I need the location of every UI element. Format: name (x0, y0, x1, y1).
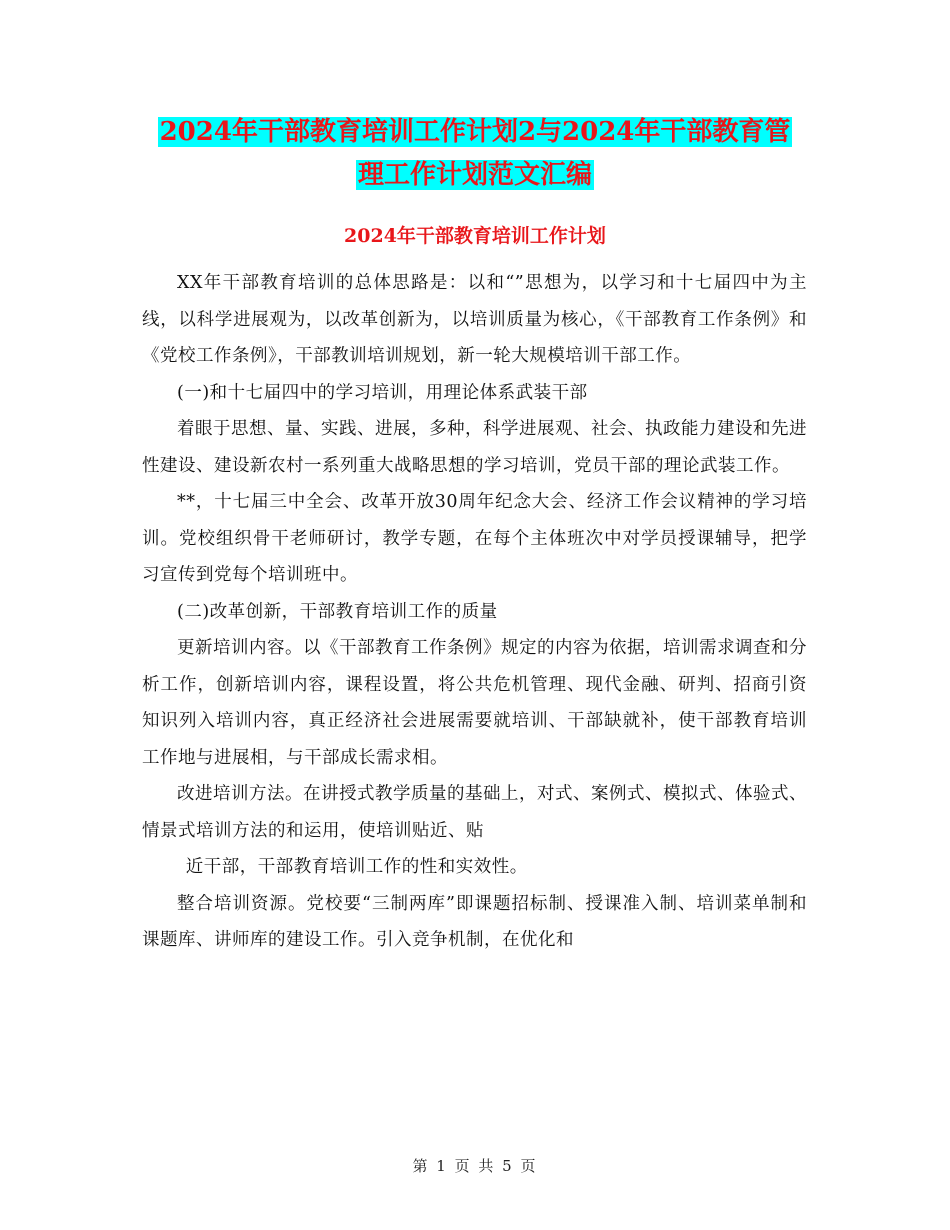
section-title: 2024年干部教育培训工作计划 (344, 225, 606, 247)
paragraph: 更新培训内容。以《干部教育工作条例》规定的内容为依据，培训需求调查和分析工作，创新培训内容，课程设置，将公共危机管理、现代金融、研判、招商引资知识列入培训内容，真正经济社会进展需要就培训、干部缺就补，使干部教育培训工作地与进展相，与干部成长需求相。 (142, 638, 807, 768)
paragraph: (二)改革创新，干部教育培训工作的质量 (177, 601, 498, 622)
page-footer: 第 1 页 共 5 页 (412, 1157, 538, 1175)
document-body (142, 265, 807, 959)
paragraph: 近干部，干部教育培训工作的性和实效性。 (185, 857, 528, 877)
paragraph: 改进培训方法。在讲授式教学质量的基础上，对式、案例式、模拟式、体验式、情景式培训方法的和运用，使培训贴近、贴 (142, 784, 807, 841)
paragraph: 着眼于思想、量、实践、进展，多种，科学进展观、社会、执政能力建设和先进性建设、建设新农村一系列重大战略思想的学习培训，党员干部的理论武装工作。 (142, 419, 807, 476)
document-title-line-2 (0, 155, 950, 195)
title-highlight-1: 2024年干部教育培训工作计划2与2024年干部教育管 (159, 117, 791, 147)
paragraph: (一)和十七届四中的学习培训，用理论体系武装干部 (177, 382, 588, 403)
paragraph: 整合培训资源。党校要“三制两库”即课题招标制、授课准入制、培训菜单制和课题库、讲师库的建设工作。引入竞争机制，在优化和 (142, 893, 807, 950)
document-title-line-1 (0, 112, 950, 152)
title-highlight-2: 理工作计划范文汇编 (357, 160, 592, 190)
paragraph: **，十七届三中全会、改革开放30周年纪念大会、经济工作会议精神的学习培训。党校组织骨干老师研讨，教学专题，在每个主体班次中对学员授课辅导，把学习宣传到党每个培训班中。 (142, 492, 807, 585)
paragraph: XX年干部教育培训的总体思路是：以和“”思想为，以学习和十七届四中为主线，以科学进展观为，以改革创新为，以培训质量为核心，《干部教育工作条例》和《党校工作条例》，干部教训培训规划，新一轮大规模培训干部工作。 (142, 273, 807, 366)
